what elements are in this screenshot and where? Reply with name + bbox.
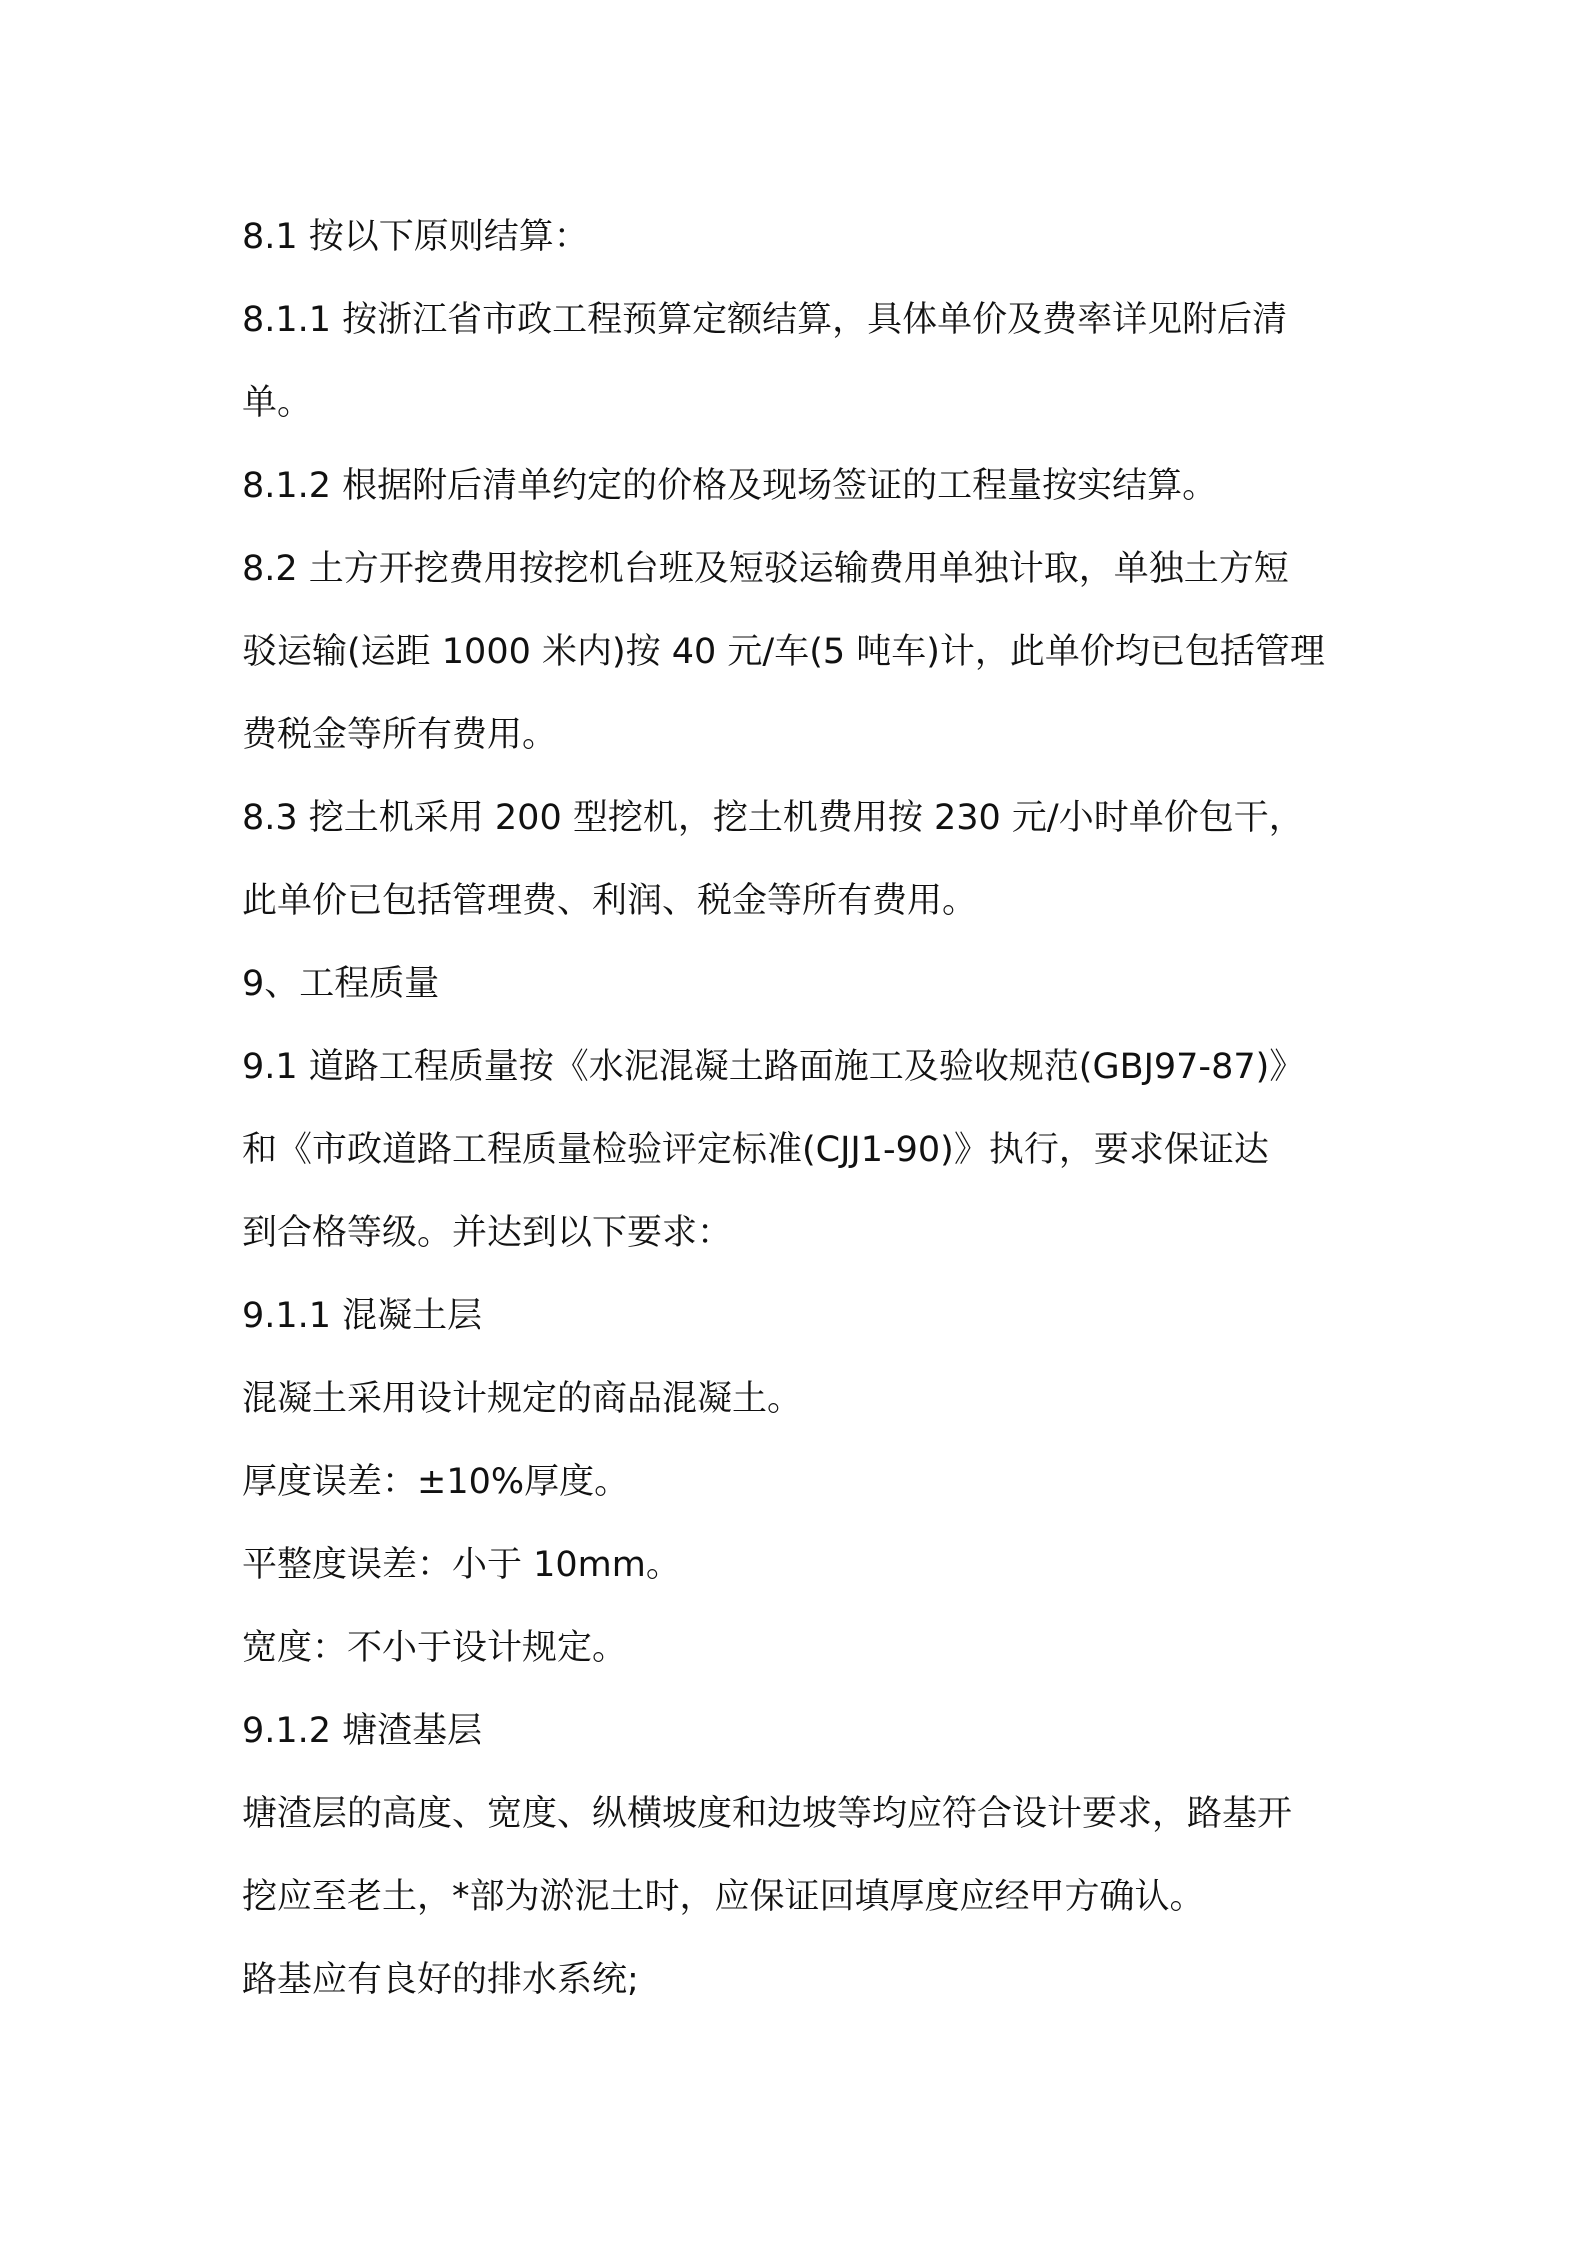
drainage-requirement: 路基应有良好的排水系统;	[242, 1960, 639, 2000]
clause-9-1-text-cont-1: 和《市政道路工程质量检验评定标准(CJJ1-90)》执行，要求保证达	[242, 1130, 1269, 1170]
width-requirement: 宽度：不小于设计规定。	[242, 1628, 628, 1668]
clause-8-2-text-cont-1: 驳运输(运距 1000 米内)按 40 元/车(5 吨车)计，此单价均已包括管理	[242, 632, 1325, 672]
flatness-tolerance: 平整度误差：小于 10mm。	[242, 1545, 681, 1585]
clause-9-1-text-cont-2: 到合格等级。并达到以下要求：	[242, 1213, 733, 1253]
document-body	[242, 196, 1362, 2022]
clause-8-1-2-text: 8.1.2 根据附后清单约定的价格及现场签证的工程量按实结算。	[242, 466, 1218, 506]
thickness-tolerance: 厚度误差：±10%厚度。	[242, 1462, 630, 1502]
clause-9-1-text: 9.1 道路工程质量按《水泥混凝土路面施工及验收规范(GBJ97-87)》	[242, 1047, 1305, 1087]
clause-9-1-1-heading: 9.1.1 混凝土层	[242, 1296, 483, 1336]
section-9-heading: 9、工程质量	[242, 964, 440, 1004]
clause-8-1-heading: 8.1 按以下原则结算：	[242, 217, 589, 257]
clause-8-2-text-cont-2: 费税金等所有费用。	[242, 715, 558, 755]
concrete-requirement: 混凝土采用设计规定的商品混凝土。	[242, 1379, 803, 1419]
clause-8-2-text: 8.2 土方开挖费用按挖机台班及短驳运输费用单独计取，单独土方短	[242, 549, 1289, 589]
clause-8-3-text: 8.3 挖土机采用 200 型挖机，挖土机费用按 230 元/小时单价包干，	[242, 798, 1304, 838]
clause-8-1-1-text-cont: 单。	[242, 383, 313, 423]
clause-9-1-2-heading: 9.1.2 塘渣基层	[242, 1711, 483, 1751]
base-layer-requirement-cont: 挖应至老土，*部为淤泥土时，应保证回填厚度应经甲方确认。	[242, 1877, 1205, 1917]
base-layer-requirement: 塘渣层的高度、宽度、纵横坡度和边坡等均应符合设计要求，路基开	[242, 1794, 1293, 1834]
clause-8-3-text-cont: 此单价已包括管理费、利润、税金等所有费用。	[242, 881, 978, 921]
clause-8-1-1-text: 8.1.1 按浙江省市政工程预算定额结算，具体单价及费率详见附后清	[242, 300, 1288, 340]
